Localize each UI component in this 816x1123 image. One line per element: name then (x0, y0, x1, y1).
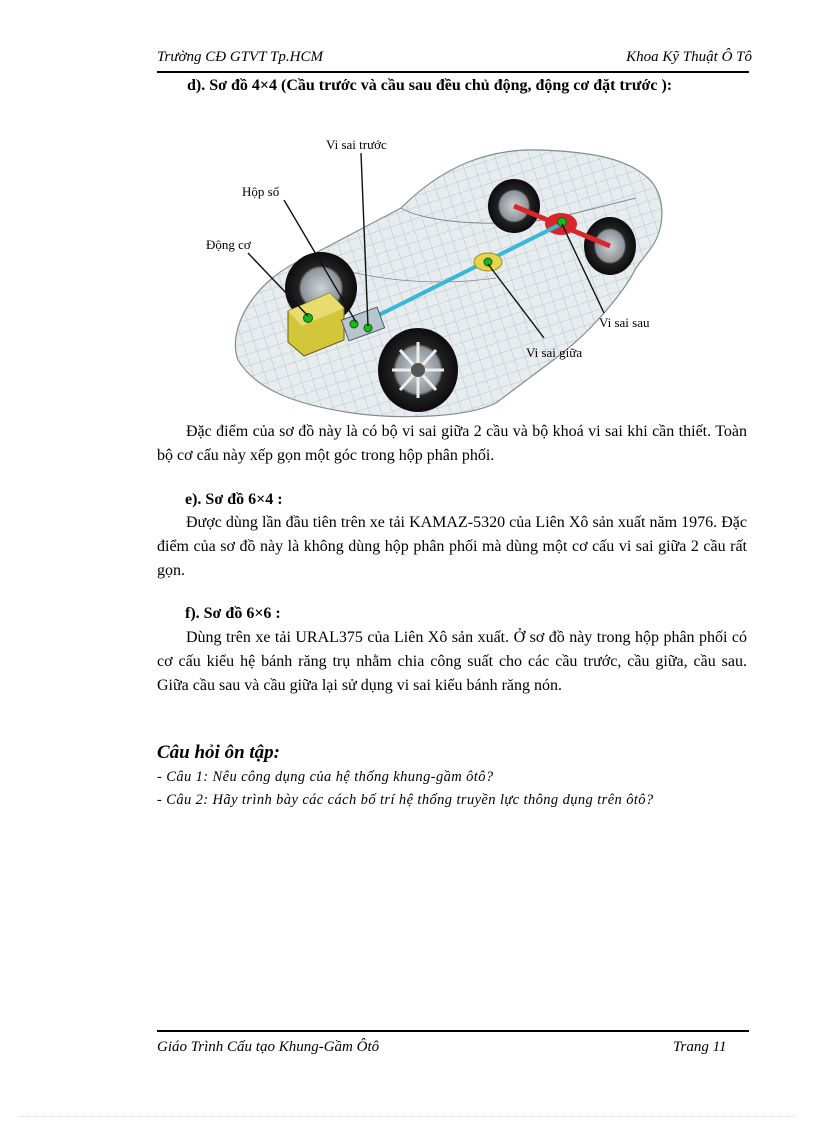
label-rear-diff: Vi sai sau (599, 315, 650, 330)
review-question-2: - Câu 2: Hãy trình bày các cách bố trí hệ thống truyền lực thông dụng trên ôtô? (157, 792, 654, 808)
label-center-diff: Vi sai giữa (526, 345, 583, 360)
page-bottom-border (20, 1116, 796, 1117)
section-f-text (157, 626, 747, 698)
wheel-front-right (378, 328, 458, 412)
section-d-title: d). Sơ đồ 4×4 (Cầu trước và cầu sau đều chủ động, động cơ đặt trước ): (187, 77, 673, 94)
section-d-text (157, 420, 747, 468)
section-e-text-content: Được dùng lần đầu tiên trên xe tải KAMAZ-5320 của Liên Xô sản xuất năm 1976. Đặc điểm của sơ đồ này là không dùng hộp phân phối mà dùng một cơ cấu vi sai giữa 2 cầu rất gọn. (157, 514, 747, 579)
review-title: Câu hỏi ôn tập: (157, 742, 281, 763)
label-gearbox: Hộp số (242, 184, 280, 199)
review-question-1: - Câu 1: Nêu công dụng của hệ thống khung-gầm ôtô? (157, 769, 494, 785)
header-school: Trường CĐ GTVT Tp.HCM (157, 49, 323, 65)
section-e-title: e). Sơ đồ 6×4 : (185, 491, 283, 508)
footer-book-title: Giáo Trình Cấu tạo Khung-Gầm Ôtô (157, 1039, 380, 1055)
section-e-text (157, 511, 747, 583)
footer-rule (157, 1030, 749, 1032)
section-d-text-content: Đặc điểm của sơ đồ này là có bộ vi sai giữa 2 cầu và bộ khoá vi sai khi cần thiết. Toàn bộ cơ cấu này xếp gọn một góc trong hộp phân phối. (157, 423, 747, 464)
section-f-text-content: Dùng trên xe tải URAL375 của Liên Xô sản xuất. Ở sơ đồ này trong hộp phân phối có cơ cấu kiểu hệ bánh răng trụ nhằm chia công suất cho các cầu trước, cầu giữa, cầu sau. Giữa cầu sau và cầu giữa lại sử dụng vi sai kiểu bánh răng nón. (157, 629, 747, 694)
footer-page-number: Trang 11 (673, 1039, 727, 1055)
car-drivetrain-figure (196, 128, 676, 420)
label-engine: Động cơ (206, 237, 251, 252)
header-rule (157, 71, 749, 73)
label-front-diff: Vi sai trước (326, 137, 387, 152)
section-f-title: f). Sơ đồ 6×6 : (185, 605, 281, 622)
header-department: Khoa Kỹ Thuật Ô Tô (626, 49, 752, 65)
